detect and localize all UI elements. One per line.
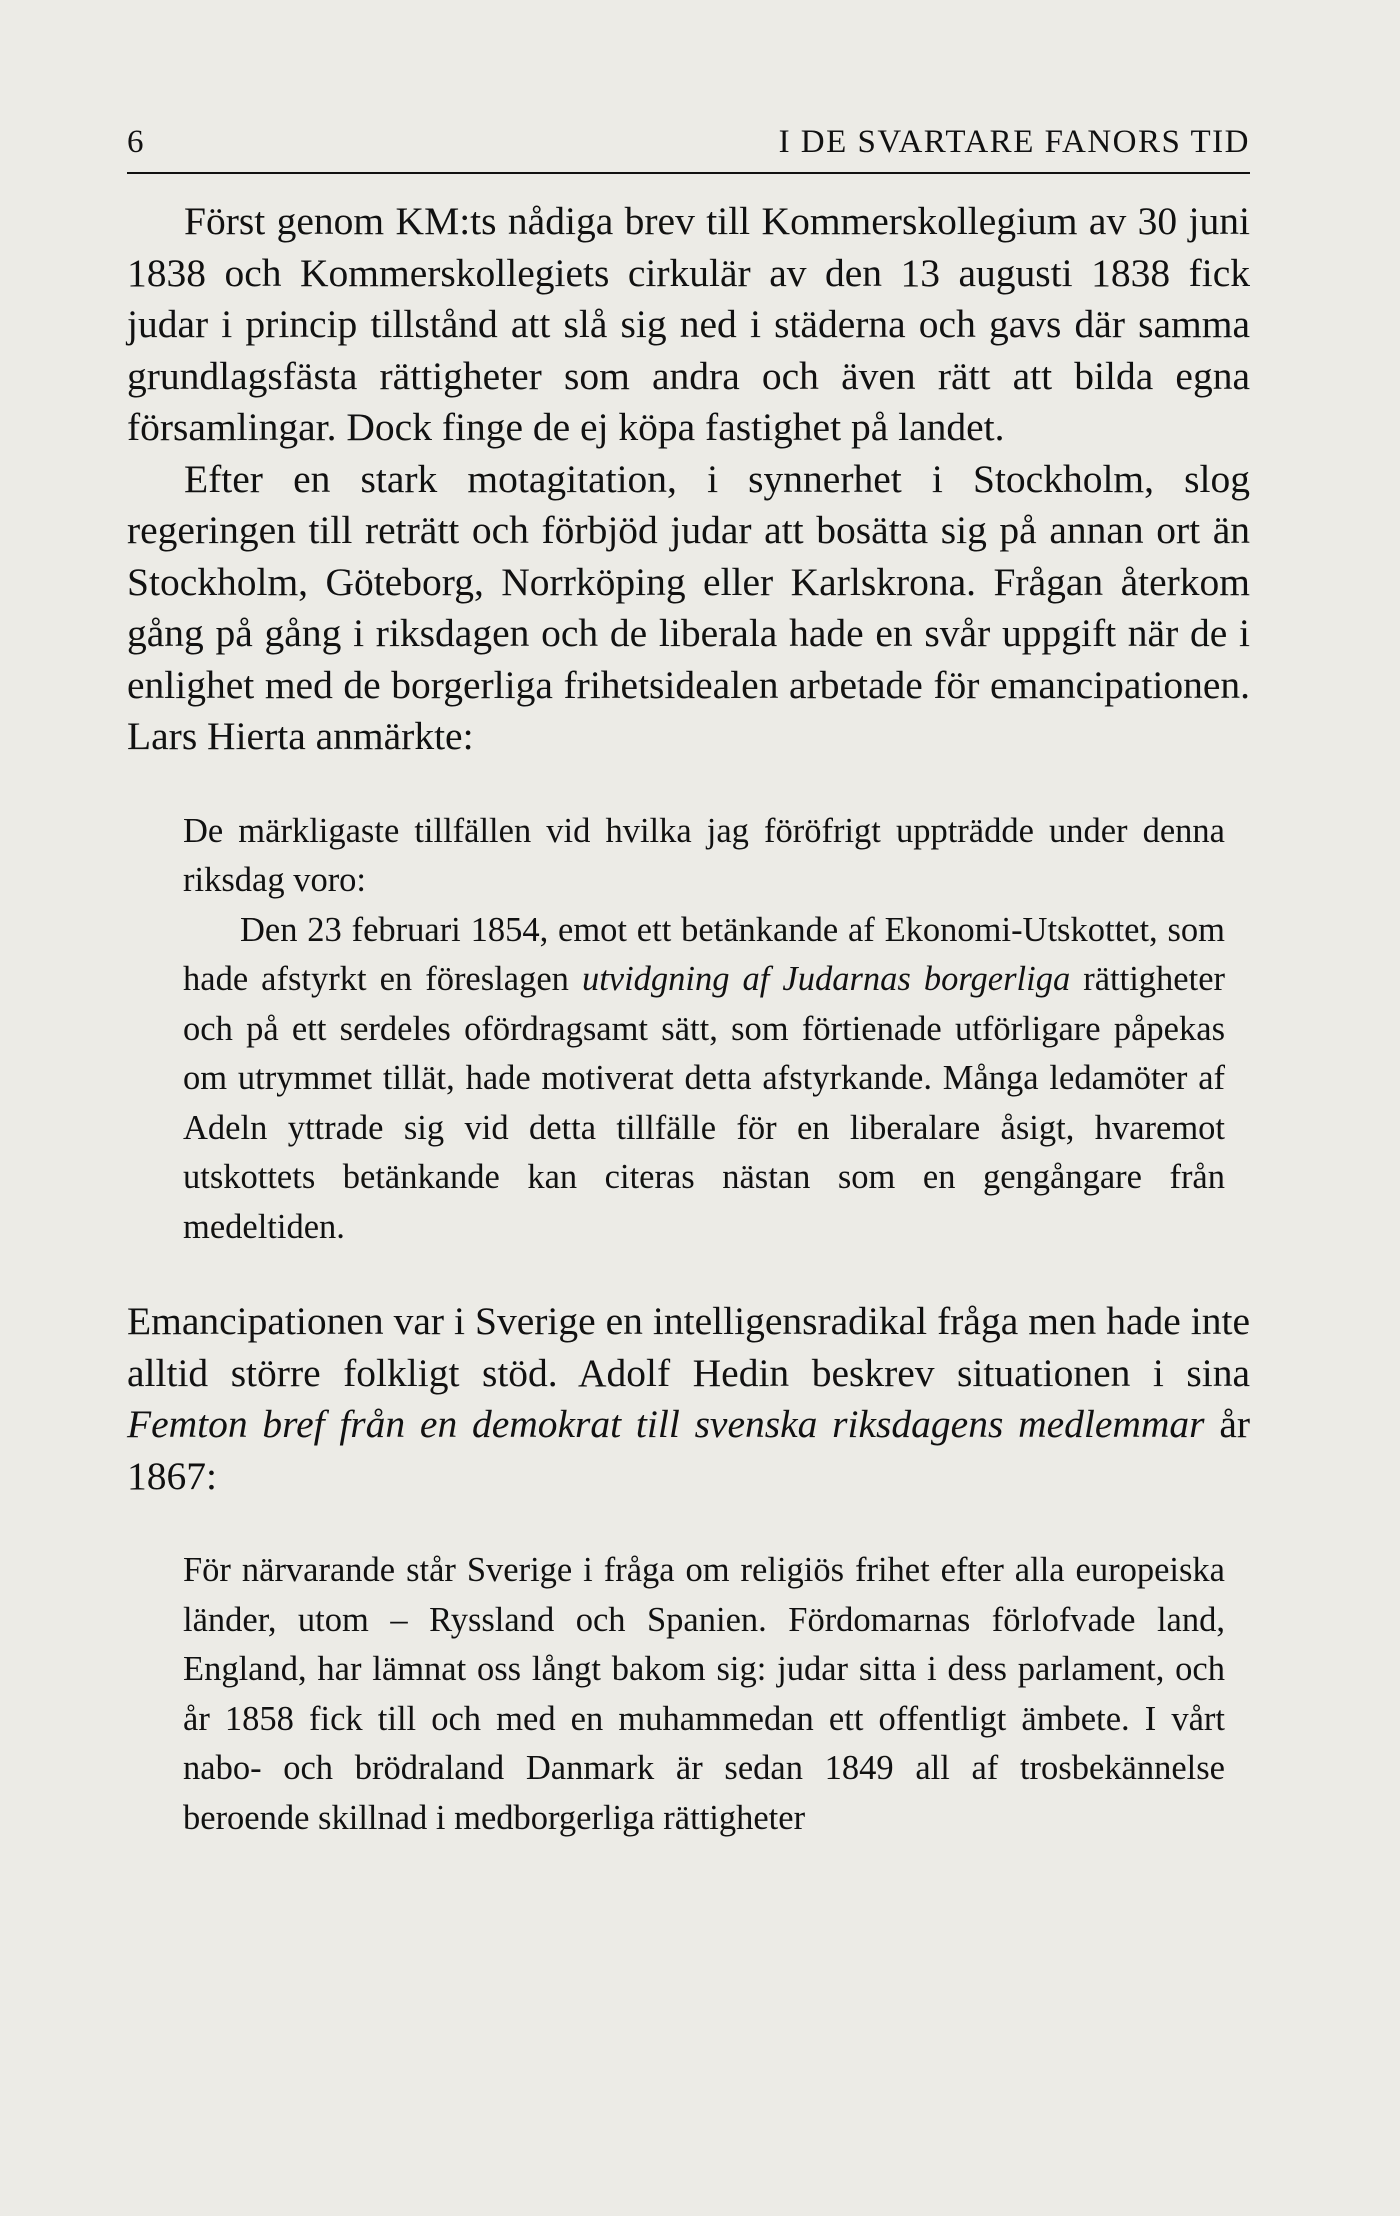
quote-2-text: För närvarande står Sverige i fråga om religiös frihet efter alla europeiska länder, utom – Ryssland och Spanien. Fördomarnas förlofvade land, England, har lämnat oss långt bakom sig: judar sitta i dess parlament, och år 1858 fick till och med en muhammedan ett offentligt ämbete. I vårt nabo- och brödraland Danmark är sedan 1849 all af trosbekännelse beroende skillnad i medborgerliga rättigheter bbox=[183, 1551, 1225, 1837]
paragraph-3-start: Emancipationen var i Sverige en intelligensradikal fråga men hade inte alltid större folkligt stöd. Adolf Hedin beskrev situationen i sina bbox=[127, 1299, 1250, 1395]
running-title: I DE SVARTARE FANORS TID bbox=[778, 124, 1250, 160]
quote-body bbox=[183, 906, 1225, 1253]
paragraph-1: Först genom KM:ts nådiga brev till Kommerskollegium av 30 juni 1838 och Kommerskollegiets cirkulär av den 13 augusti 1838 fick judar i princip tillstånd att slå sig ned i städerna och gavs där samma grundlagsfästa rättigheter som andra och även rätt att bilda egna församlingar. Dock finge de ej köpa fastighet på landet. bbox=[127, 199, 1250, 449]
quote-body-end: rättigheter och på ett serdeles ofördragsamt sätt, som förtienade utförligare påpekas om utrymmet tillät, hade motiverat detta afstyrkande. Många ledamöter af Adeln yttrade sig vid detta tillfälle för en liberalare åsigt, hvaremot utskottets betänkande kan citeras nästan som en gengångare från medeltiden. bbox=[183, 960, 1226, 1246]
quote-body-start: Den 23 februari 1854, emot ett betänkande af Ekonomi-Utskottet, som hade afstyrkt en föreslagen bbox=[183, 910, 1225, 998]
block-quote-hedin bbox=[183, 1546, 1225, 1843]
quote-intro: De märkligaste tillfällen vid hvilka jag föröfrigt uppträdde under denna riksdag voro: bbox=[183, 811, 1225, 899]
block-quote-hierta bbox=[183, 807, 1225, 1253]
paragraph-2: Efter en stark motagitation, i synnerhet i Stockholm, slog regeringen till reträtt och förbjöd judar att bosätta sig på annan ort än Stockholm, Göteborg, Norrköping eller Karlskrona. Frågan återkom gång på gång i riksdagen och de liberala hade en svår uppgift när de i enlighet med de borgerliga frihetsidealen arbetade för emancipationen. Lars Hierta anmärkte: bbox=[127, 456, 1250, 758]
quote-italic-phrase: utvidgning af Judarnas borgerliga bbox=[581, 960, 1071, 998]
book-title: Femton bref från en demokrat till svenska riksdagens medlemmar bbox=[127, 1402, 1205, 1446]
paragraph-3 bbox=[127, 1296, 1250, 1502]
body-text bbox=[127, 196, 1250, 1843]
paragraph-3-end: år 1867: bbox=[127, 1402, 1251, 1498]
running-head bbox=[127, 122, 1250, 162]
page-number: 6 bbox=[127, 124, 144, 160]
header-rule bbox=[127, 172, 1250, 174]
